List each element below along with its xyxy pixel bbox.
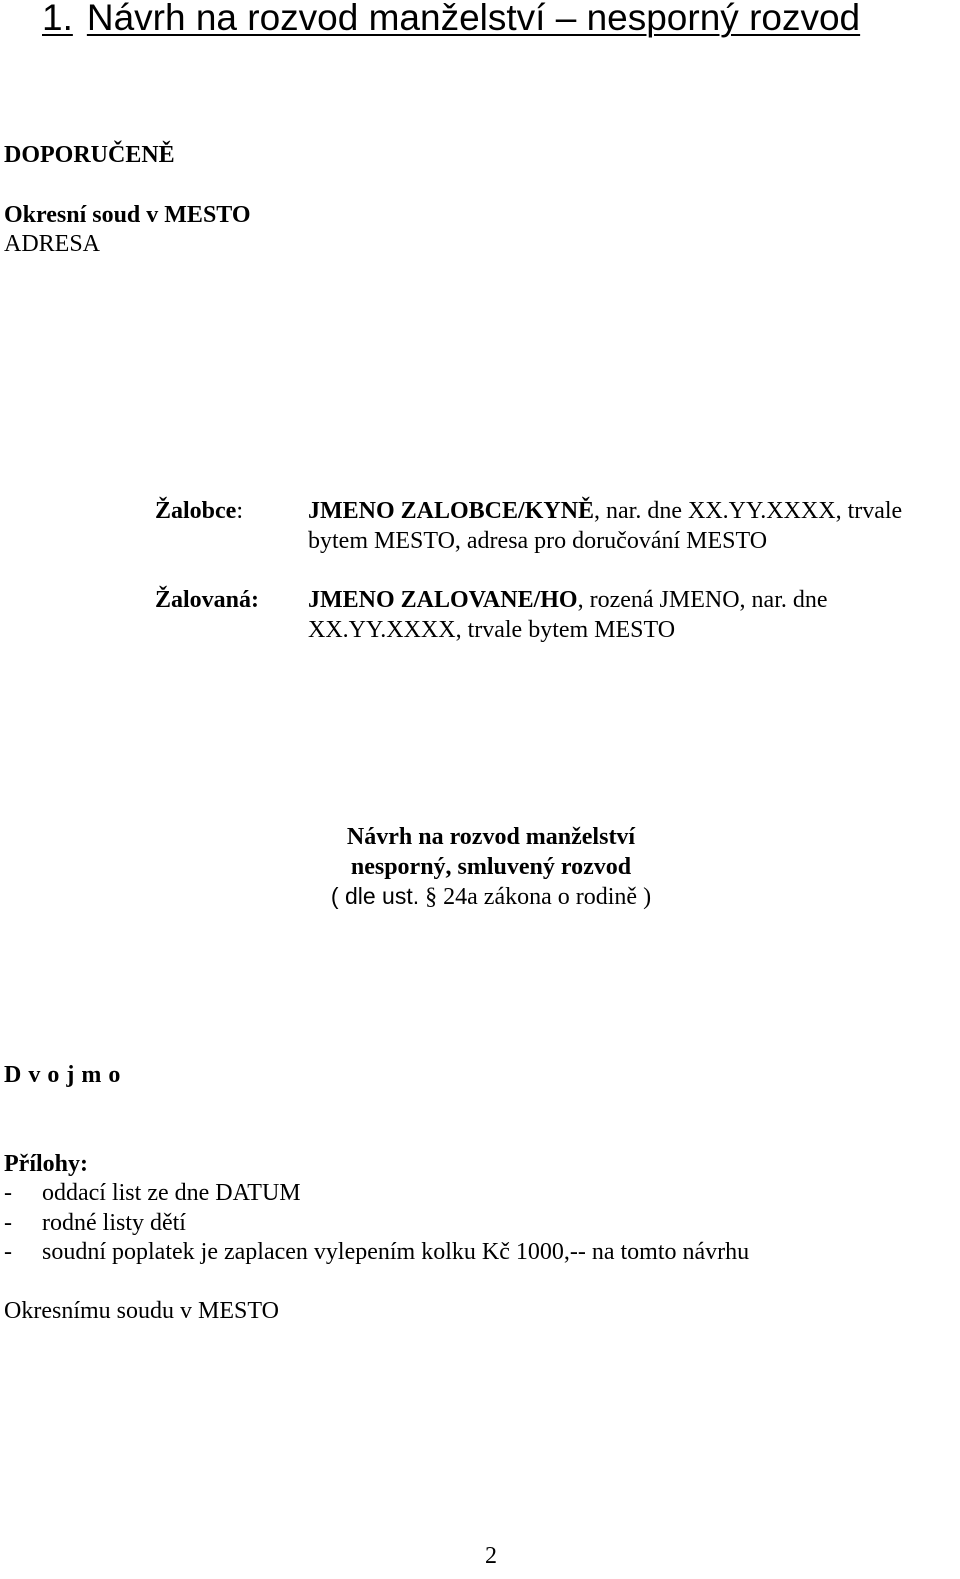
page-number: 2: [485, 1543, 497, 1569]
attachment-text: rodné listy dětí: [42, 1210, 186, 1236]
plaintiff-line-1: [308, 496, 902, 526]
document-title: [42, 0, 860, 42]
delivery-note: DOPORUČENĚ: [4, 142, 175, 168]
title-text: Návrh na rozvod manželství – nesporný rozvod: [86, 0, 861, 38]
petition-legal-basis-rest: § 24a zákona o rodině ): [425, 884, 652, 910]
attachment-bullet: -: [4, 1210, 12, 1236]
attachment-bullet: -: [4, 1239, 12, 1265]
attachment-item: [4, 1237, 749, 1267]
plaintiff-label: Žalobce:: [155, 498, 243, 524]
attachments-heading: Přílohy:: [4, 1151, 88, 1177]
attachment-text: soudní poplatek je zaplacen vylepením kolku Kč 1000,-- na tomto návrhu: [42, 1239, 750, 1265]
attachment-item: [4, 1208, 186, 1238]
defendant-label: Žalovaná:: [155, 587, 260, 613]
plaintiff-name: JMENO ZALOBCE/KYNĚ: [308, 498, 595, 524]
attachment-text: oddací list ze dne DATUM: [42, 1180, 301, 1206]
defendant-details-2: XX.YY.XXXX, trvale bytem MESTO: [308, 617, 676, 643]
plaintiff-details-1: , nar. dne XX.YY.XXXX, trvale: [594, 498, 903, 524]
addressee: Okresnímu soudu v MESTO: [4, 1298, 279, 1324]
petition-heading-line-2: nesporný, smluvený rozvod: [350, 854, 632, 880]
court-name: Okresní soud v MESTO: [4, 202, 251, 228]
petition-legal-basis-open: ( dle ust.: [330, 883, 420, 909]
defendant-name: JMENO ZALOVANE/HO: [308, 587, 578, 613]
title-number: 1.: [42, 0, 73, 38]
petition-heading-line-1: Návrh na rozvod manželství: [346, 824, 636, 850]
plaintiff-details-2: bytem MESTO, adresa pro doručování MESTO: [308, 528, 768, 554]
petition-legal-basis: [0, 881, 960, 912]
copies-note: Dvojmo: [4, 1062, 128, 1088]
attachment-bullet: -: [4, 1180, 12, 1206]
attachment-item: [4, 1178, 301, 1208]
defendant-details-1: , rozená JMENO, nar. dne: [577, 587, 828, 613]
defendant-line-1: [308, 585, 828, 615]
court-address: ADRESA: [4, 231, 101, 257]
